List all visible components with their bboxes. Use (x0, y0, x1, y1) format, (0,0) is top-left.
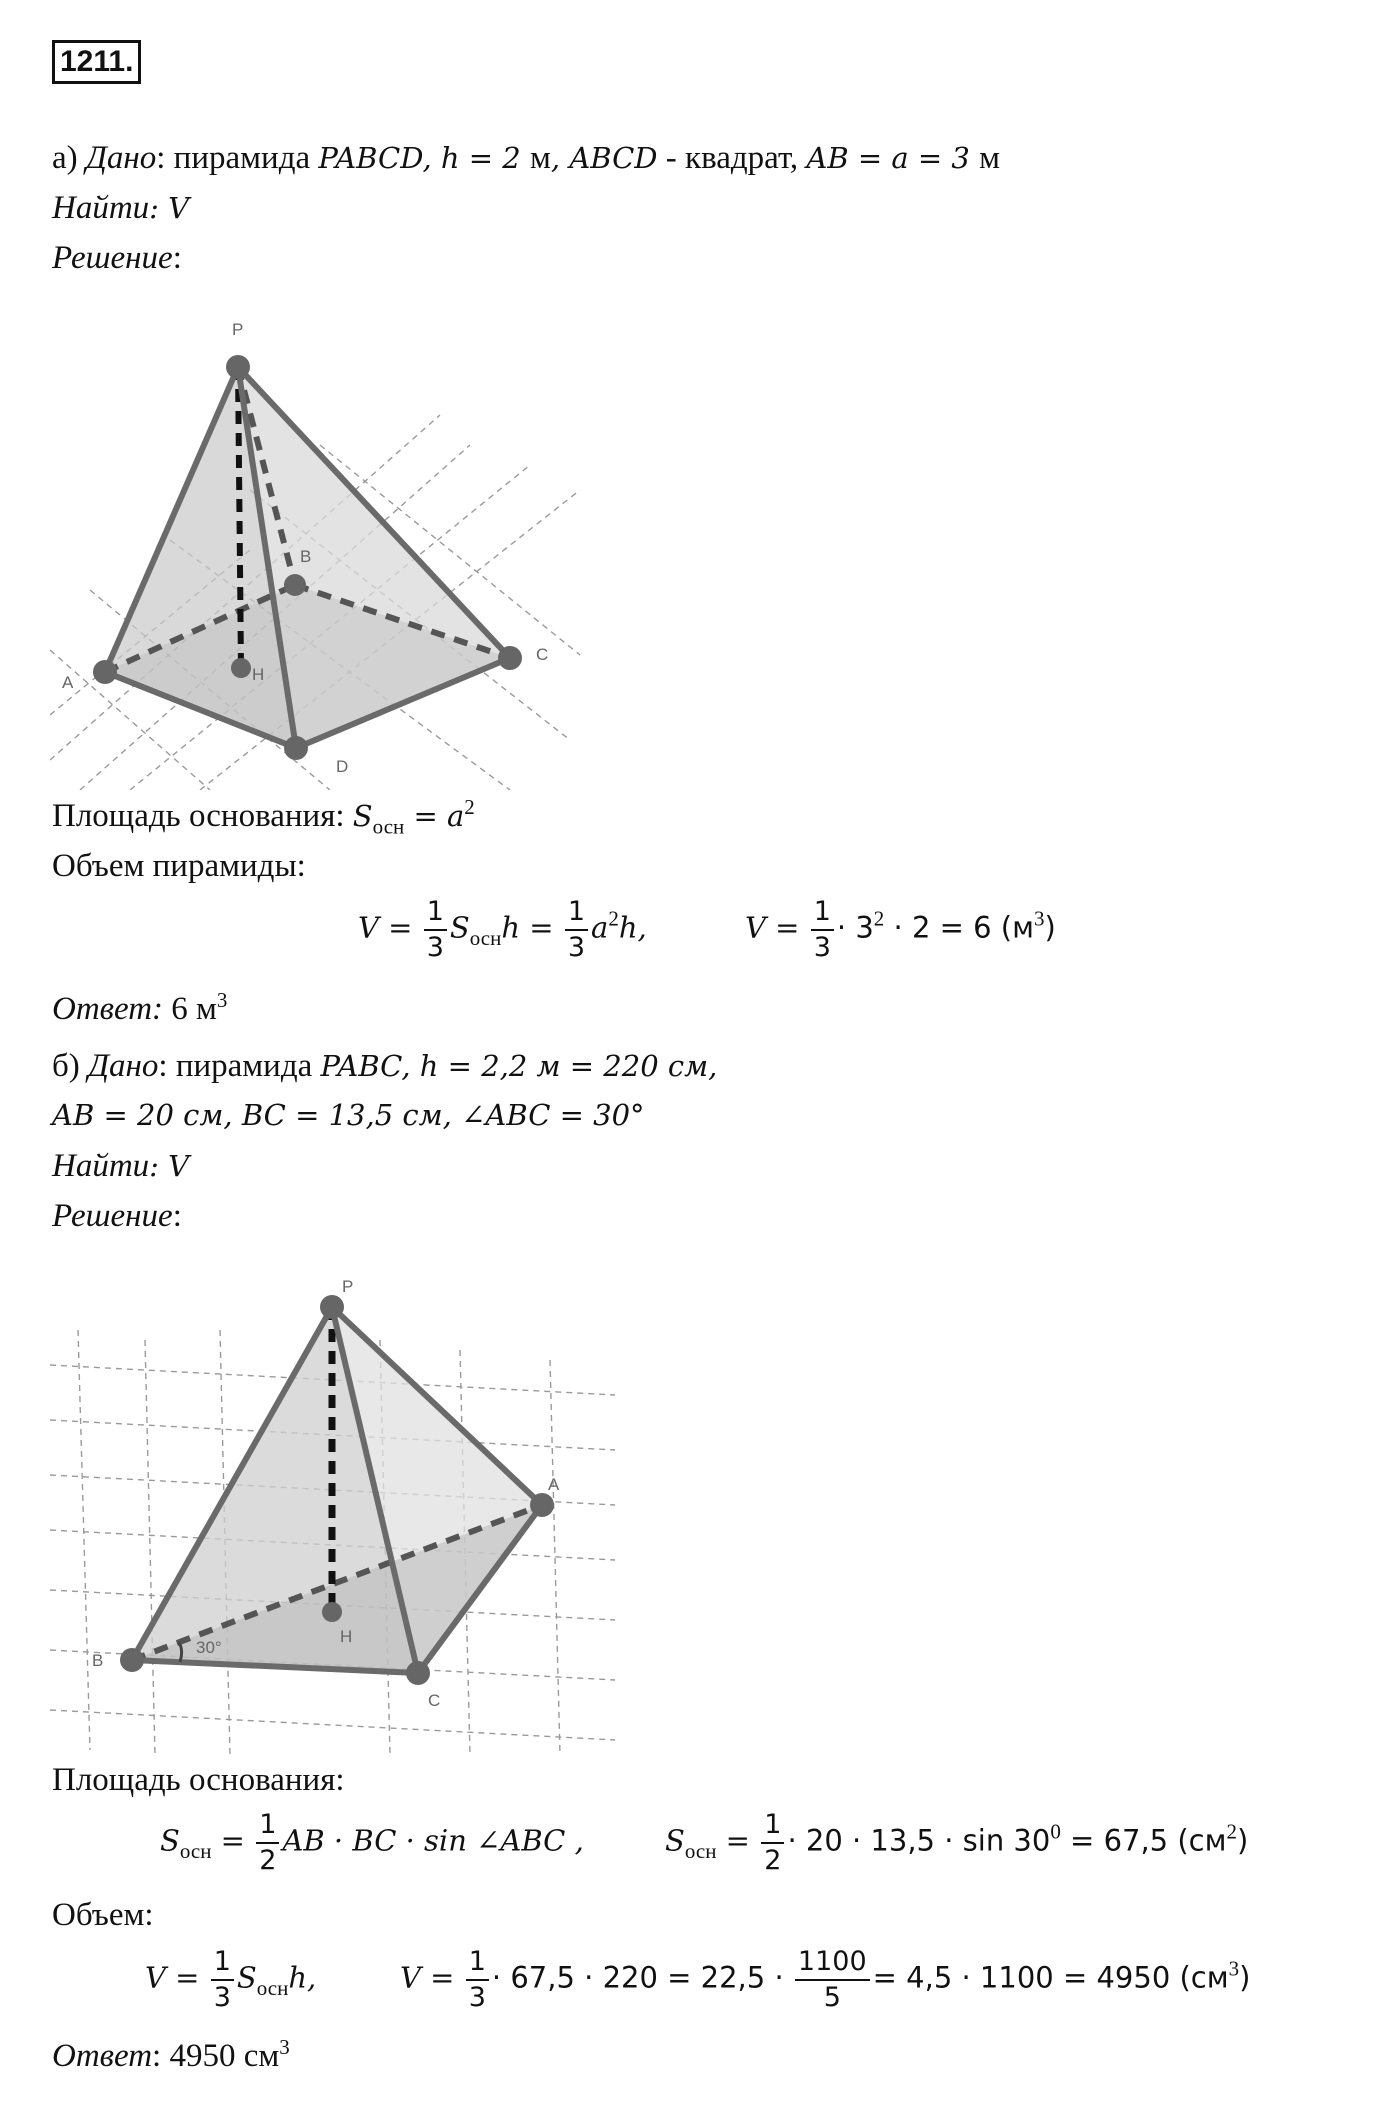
part-b-volume-calc: V = $\frac{1}{3}$ · 67,5 · 220 = 22,5 · $\frac{1100}{5}$ = 4,5 · 1100 = 4950 $(см^3)$ (400, 1946, 1251, 2013)
part-b-base-area-label: Площадь основания: (52, 1762, 345, 1798)
part-b-volume-formula: V = $\frac{1}{3}$ $S_{осн}h$, (145, 1946, 317, 2013)
vertex-a-b (530, 1493, 554, 1517)
find-label: Найти (52, 190, 150, 226)
vertex-h-b (322, 1602, 342, 1622)
vertex-b (284, 574, 306, 596)
part-a-solution-label: Решение: (52, 240, 182, 276)
pyramid-figure-a (50, 320, 590, 790)
label-d: D (336, 757, 349, 776)
part-a-find-line: Найти: V (52, 190, 190, 226)
label-angle-b: 30° (196, 1638, 222, 1657)
label-c: C (536, 645, 549, 664)
part-a-volume-formula: V = $\frac{1}{3}$ $S_{осн}h$ = $\frac{1}{3}$ $a^2h$, (358, 896, 647, 963)
given-label: Дано (85, 140, 157, 176)
part-a-answer: Ответ: 6 $м^3$ (52, 988, 228, 1027)
part-b-solution-label: Решение: (52, 1198, 182, 1234)
label-a: A (62, 673, 74, 692)
label-p: P (232, 320, 244, 339)
part-b-find-line: Найти: V (52, 1148, 190, 1184)
part-b-given-line: б) Дано: пирамида PABC, h = 2,2 м = 220 см, (52, 1048, 718, 1084)
part-b-area-calc: $S_{осн}$ = $\frac{1}{2}$ · $20 \cdot 13,5 \cdot \sin 30^0 = 67,5$ $(см^2)$ (665, 1809, 1249, 1876)
part-b-given-line2: AB = 20 см, BC = 13,5 см, ∠ABC = 30° (52, 1098, 645, 1132)
label-c-b: C (428, 1691, 441, 1710)
part-a-volume-calc: V = $\frac{1}{3}$ · $3^2 \cdot 2 = 6$ $(м^3)$ (745, 896, 1056, 963)
part-a-given-line: а) Дано: пирамида PABCD, h = 2 м, ABCD - квадрат, AB = a = 3 м (52, 140, 1000, 176)
part-b-volume-label: Объем: (52, 1897, 154, 1933)
part-b-area-formula: $S_{осн}$ = $\frac{1}{2}$ AB · BC · sin ∠ABC , (160, 1809, 584, 1876)
vertex-b-b (120, 1648, 144, 1672)
problem-number: 1211. (52, 40, 141, 84)
label-a-b: A (548, 1475, 560, 1494)
vertex-p-b (320, 1295, 344, 1319)
part-b-answer: Ответ: 4950 $см^3$ (52, 2035, 290, 2074)
label-b-b: B (92, 1651, 104, 1670)
vertex-h (231, 658, 251, 678)
label-h-b: H (340, 1627, 353, 1646)
part-a-volume-label: Объем пирамиды: (52, 848, 306, 884)
vertex-c (498, 646, 522, 670)
part-a-base-area: Площадь основания: $S_{осн} = a^2$ (52, 795, 475, 839)
pyramid-figure-b (50, 1270, 620, 1760)
vertex-c-b (406, 1661, 430, 1685)
label-p-b: P (342, 1277, 354, 1296)
vertex-p (226, 355, 250, 379)
label-b: B (300, 547, 312, 566)
vertex-a (93, 660, 117, 684)
label-h: H (252, 665, 265, 684)
vertex-d (284, 736, 308, 760)
